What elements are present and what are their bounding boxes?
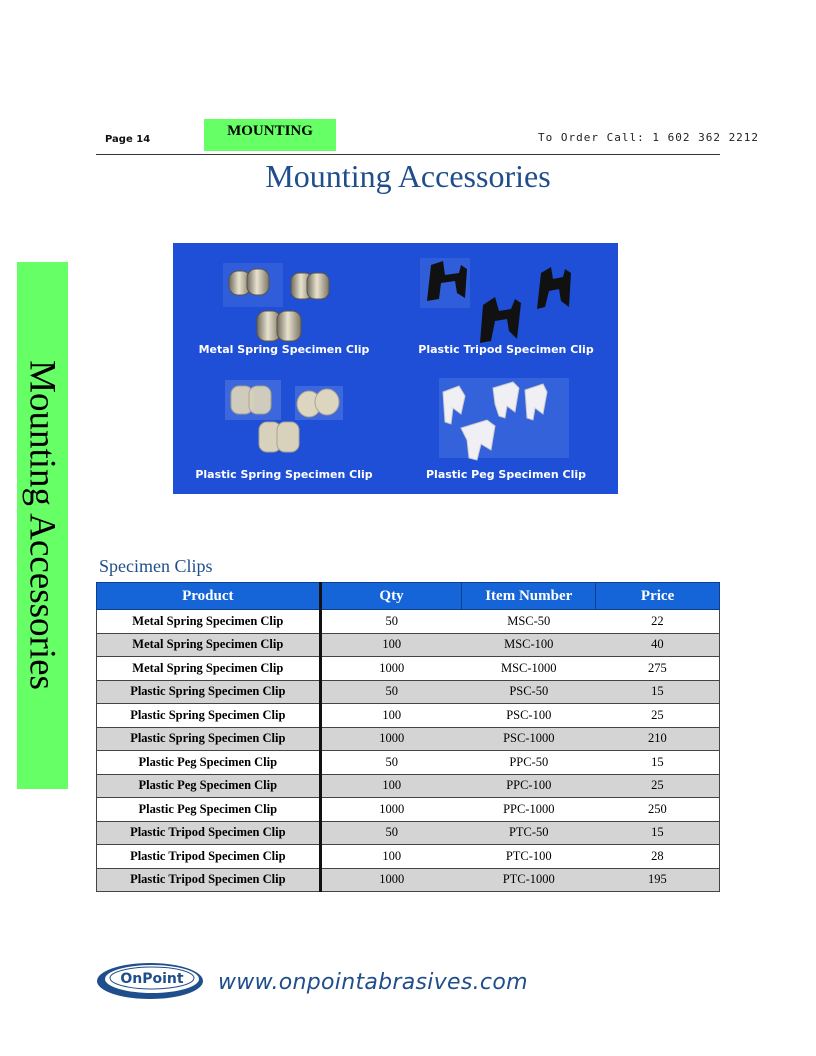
product-cell: Metal Spring Specimen Clip <box>97 633 321 657</box>
qty-cell: 1000 <box>320 798 462 822</box>
table-row <box>97 845 720 869</box>
plastic-spring-clip-image <box>173 368 395 473</box>
table-row <box>97 751 720 775</box>
qty-cell: 50 <box>320 751 462 775</box>
table-row <box>97 774 720 798</box>
product-cell: Plastic Spring Specimen Clip <box>97 727 321 751</box>
product-label: Plastic Peg Specimen Clip <box>425 468 587 481</box>
item-number-cell: PPC-50 <box>462 751 596 775</box>
table-row <box>97 657 720 681</box>
item-number-cell: MSC-1000 <box>462 657 596 681</box>
section-tab: MOUNTING <box>204 119 336 151</box>
price-cell: 15 <box>596 680 720 704</box>
column-header-product: Product <box>97 583 321 610</box>
product-tile <box>395 243 617 368</box>
table-heading: Specimen Clips <box>99 556 213 576</box>
column-header-price: Price <box>596 583 720 610</box>
plastic-peg-clip-image <box>395 368 617 473</box>
product-cell: Plastic Peg Specimen Clip <box>97 751 321 775</box>
product-cell: Plastic Tripod Specimen Clip <box>97 821 321 845</box>
table-row <box>97 727 720 751</box>
table-row <box>97 680 720 704</box>
table-row <box>97 798 720 822</box>
qty-cell: 100 <box>320 704 462 728</box>
table-body <box>97 610 720 892</box>
product-tile <box>173 243 395 368</box>
logo-text: OnPoint <box>120 971 184 987</box>
product-cell: Plastic Spring Specimen Clip <box>97 680 321 704</box>
product-tile <box>173 368 395 493</box>
product-cell: Plastic Peg Specimen Clip <box>97 774 321 798</box>
price-cell: 22 <box>596 610 720 634</box>
table-row <box>97 633 720 657</box>
column-header-item-number: Item Number <box>462 583 596 610</box>
product-cell: Metal Spring Specimen Clip <box>97 657 321 681</box>
metal-spring-clip-image <box>173 243 395 348</box>
qty-cell: 100 <box>320 845 462 869</box>
price-cell: 28 <box>596 845 720 869</box>
item-number-cell: MSC-100 <box>462 633 596 657</box>
item-number-cell: PPC-1000 <box>462 798 596 822</box>
price-cell: 15 <box>596 751 720 775</box>
price-cell: 275 <box>596 657 720 681</box>
item-number-cell: PTC-1000 <box>462 868 596 892</box>
item-number-cell: PPC-100 <box>462 774 596 798</box>
qty-cell: 50 <box>320 680 462 704</box>
table-row <box>97 704 720 728</box>
product-cell: Plastic Tripod Specimen Clip <box>97 868 321 892</box>
item-number-cell: PTC-100 <box>462 845 596 869</box>
product-image-panel <box>173 243 618 494</box>
header-divider <box>96 154 720 155</box>
price-cell: 25 <box>596 704 720 728</box>
price-cell: 25 <box>596 774 720 798</box>
table-row <box>97 610 720 634</box>
product-tile <box>395 368 617 493</box>
table-row <box>97 868 720 892</box>
item-number-cell: MSC-50 <box>462 610 596 634</box>
page-number: Page 14 <box>105 134 151 145</box>
item-number-cell: PSC-1000 <box>462 727 596 751</box>
qty-cell: 50 <box>320 610 462 634</box>
price-cell: 210 <box>596 727 720 751</box>
product-cell: Metal Spring Specimen Clip <box>97 610 321 634</box>
product-label: Metal Spring Specimen Clip <box>198 343 370 356</box>
qty-cell: 1000 <box>320 657 462 681</box>
item-number-cell: PTC-50 <box>462 821 596 845</box>
qty-cell: 50 <box>320 821 462 845</box>
product-cell: Plastic Peg Specimen Clip <box>97 798 321 822</box>
product-label: Plastic Tripod Specimen Clip <box>418 343 594 356</box>
product-cell: Plastic Spring Specimen Clip <box>97 704 321 728</box>
price-cell: 195 <box>596 868 720 892</box>
order-phone: To Order Call: 1 602 362 2212 <box>538 131 760 144</box>
price-cell: 40 <box>596 633 720 657</box>
website-url: www.onpointabrasives.com <box>218 970 528 995</box>
price-cell: 15 <box>596 821 720 845</box>
item-number-cell: PSC-50 <box>462 680 596 704</box>
qty-cell: 100 <box>320 633 462 657</box>
product-cell: Plastic Tripod Specimen Clip <box>97 845 321 869</box>
page-title: Mounting Accessories <box>265 158 551 194</box>
table-header-row <box>97 583 720 610</box>
onpoint-logo <box>96 962 204 1000</box>
item-number-cell: PSC-100 <box>462 704 596 728</box>
column-header-qty: Qty <box>320 583 462 610</box>
table-row <box>97 821 720 845</box>
qty-cell: 1000 <box>320 727 462 751</box>
plastic-tripod-clip-image <box>395 243 617 348</box>
qty-cell: 1000 <box>320 868 462 892</box>
side-band-label: Mounting Accessories <box>21 360 63 690</box>
qty-cell: 100 <box>320 774 462 798</box>
price-cell: 250 <box>596 798 720 822</box>
product-label: Plastic Spring Specimen Clip <box>195 468 373 481</box>
specimen-clips-table <box>96 582 720 892</box>
